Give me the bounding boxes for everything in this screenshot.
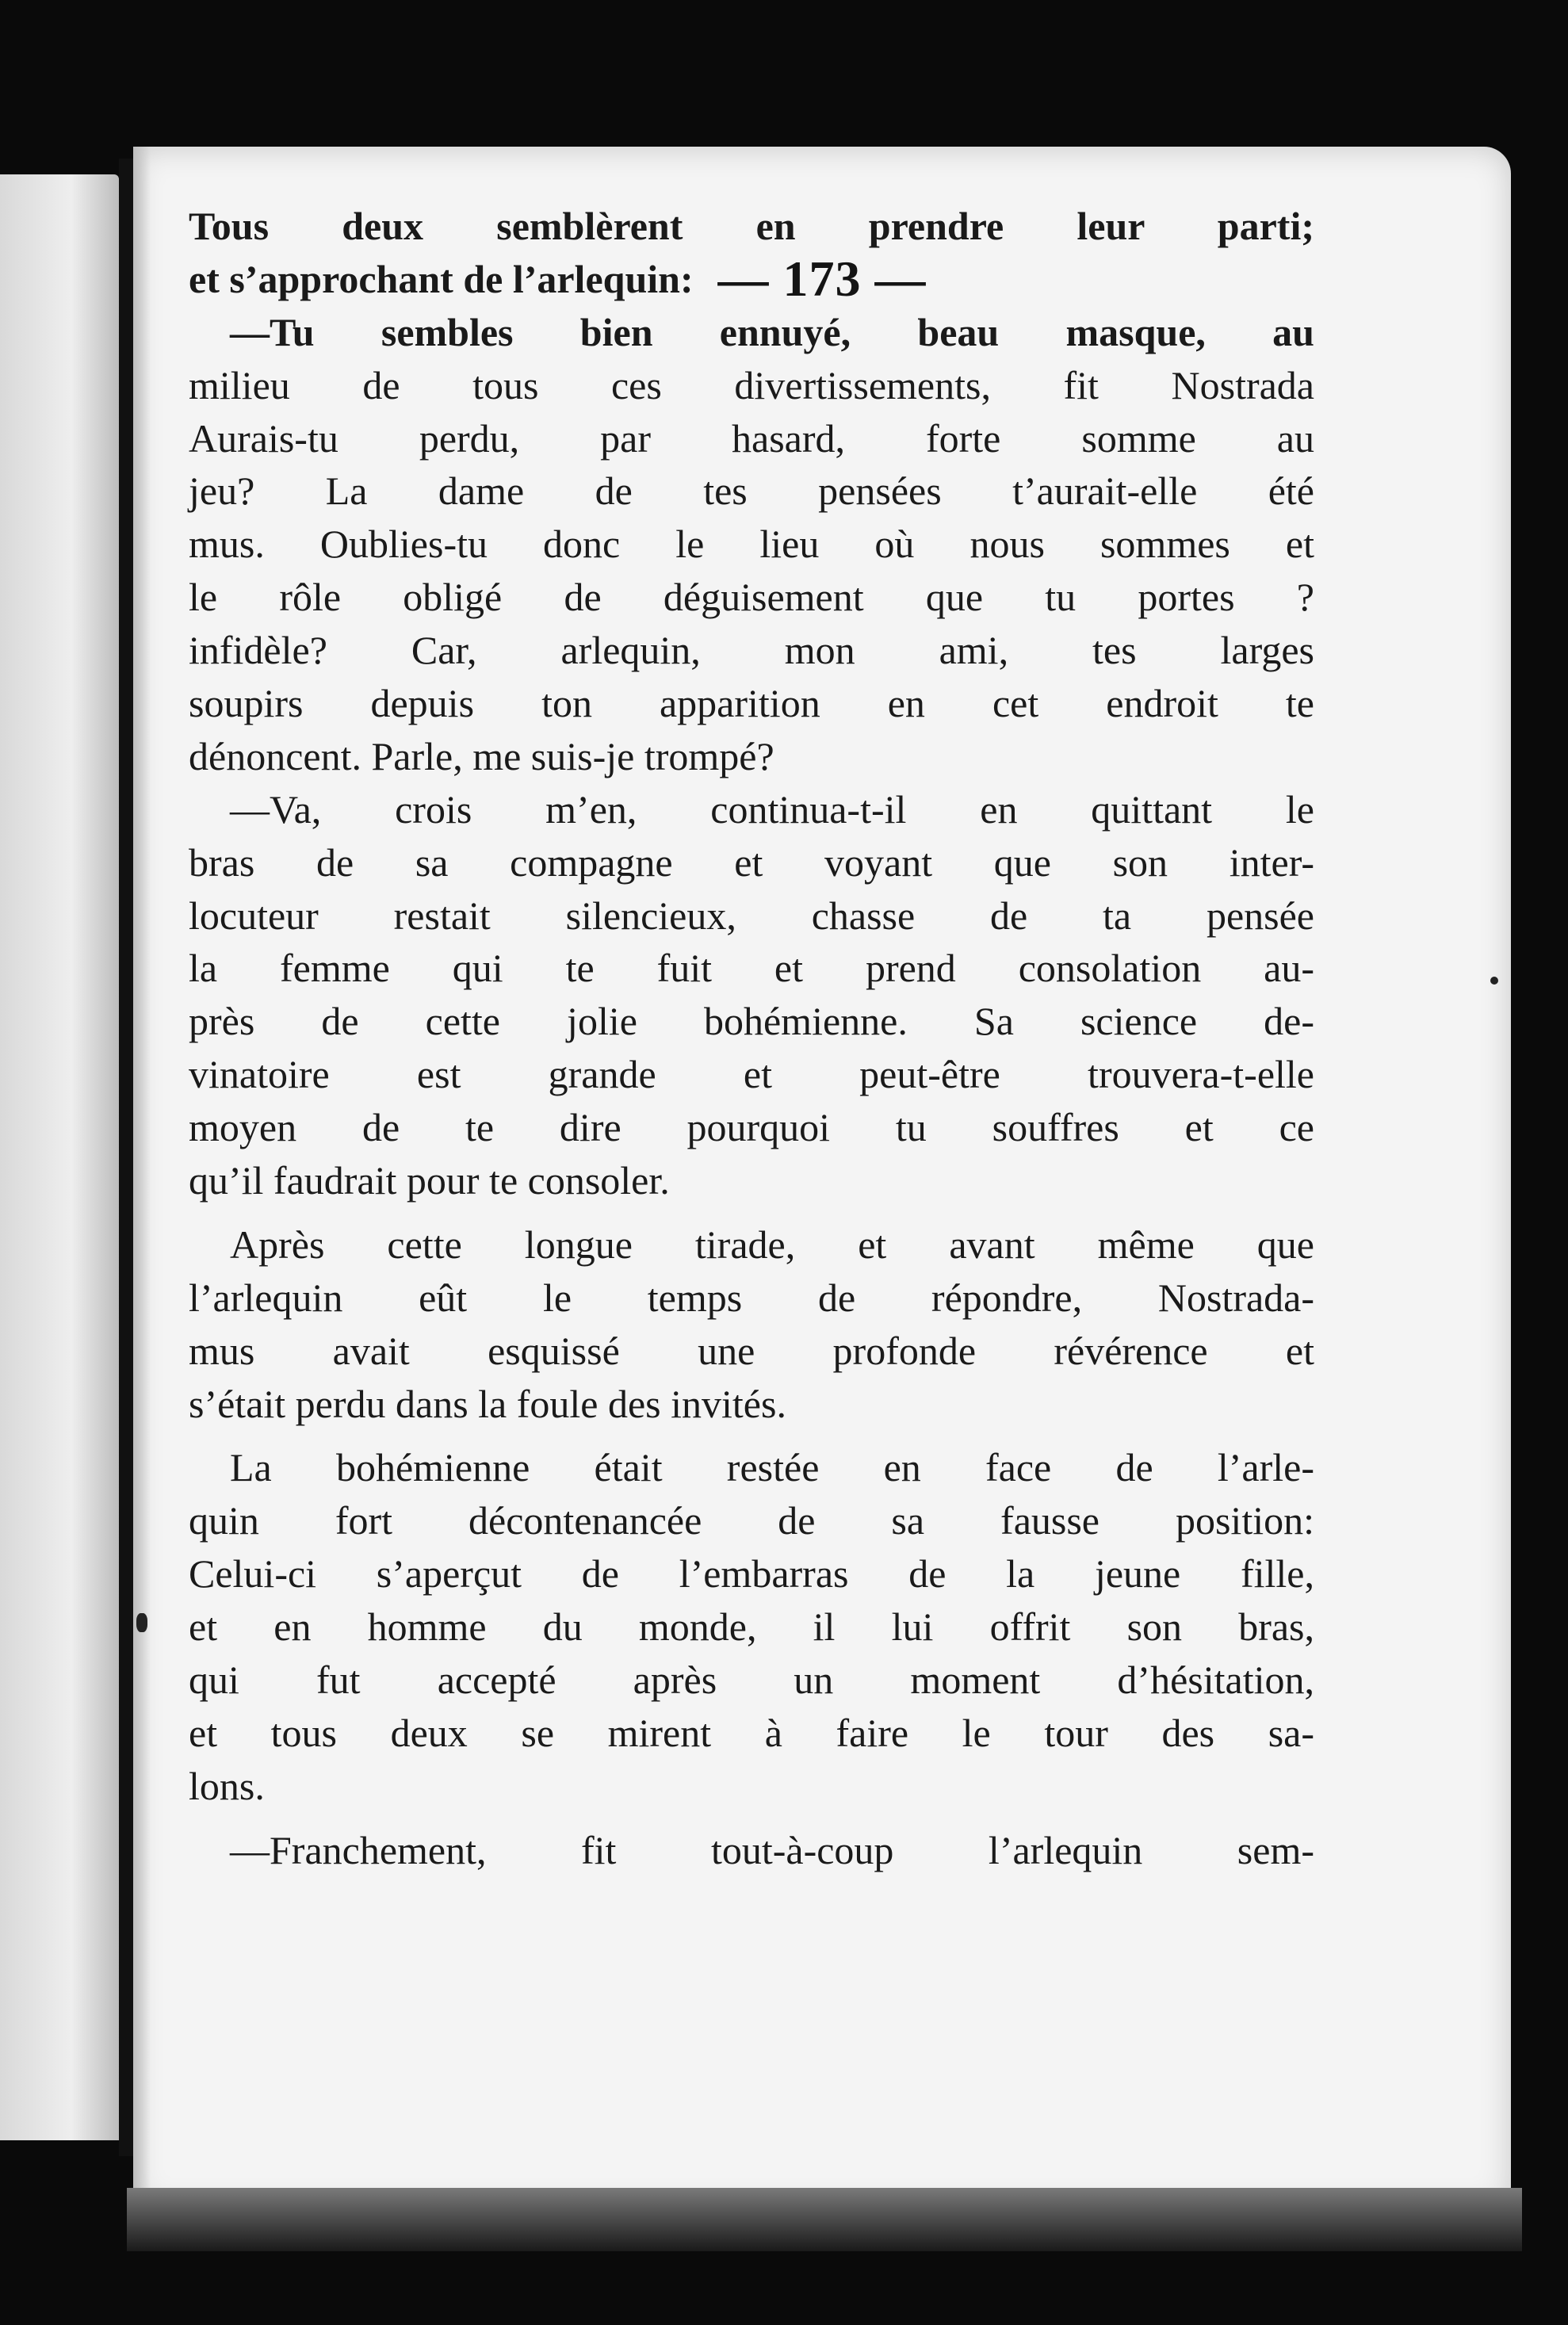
text-line: près de cette jolie bohémienne. Sa science de- [189,999,1314,1044]
text-line: s’était perdu dans la foule des invités. [189,1381,786,1426]
body-text [189,200,1314,1877]
text-line: et en homme du monde, il lui offrit son bras, [189,1604,1314,1650]
page-bottom-edge [127,2188,1522,2251]
paragraph-gap [189,1207,1314,1218]
text-line: quin fort décontenancée de sa fausse position: [189,1498,1314,1543]
scan-speck [136,1613,147,1632]
text-line: mus avait esquissé une profonde révérence et [189,1328,1314,1373]
text-line: Après cette longue tirade, et avant même que [230,1222,1314,1267]
text-line: l’arlequin eût le temps de répondre, Nostrada- [189,1275,1314,1320]
text-line: le rôle obligé de déguisement que tu portes ? [189,575,1314,620]
text-line: Tous deux semblèrent en prendre leur parti; [189,204,1314,248]
facing-page-edge [0,174,119,2140]
text-line: milieu de tous ces divertissements, fit Nostrada [189,362,1314,407]
paragraph-gap [189,1813,1314,1824]
text-line: —Va, crois m’en, continua-t-il en quittant le [230,786,1314,832]
text-line: la femme qui te fuit et prend consolation au- [189,946,1314,991]
text-line: soupirs depuis ton apparition en cet endroit te [189,681,1314,726]
text-line: qu’il faudrait pour te consoler. [189,1158,670,1203]
text-line: locuteur restait silencieux, chasse de ta pensée [189,893,1314,938]
paragraph-gap [189,1430,1314,1441]
text-line: et s’approchant de l’arlequin: [189,256,694,301]
text-line: Aurais-tu perdu, par hasard, forte somme au [189,415,1314,461]
text-line: La bohémienne était restée en face de l’arle- [230,1445,1314,1490]
text-line: mus. Oublies-tu donc le lieu où nous sommes et [189,522,1314,567]
text-line: vinatoire est grande et peut-être trouvera-t-elle [189,1052,1314,1097]
text-line: moyen de te dire pourquoi tu souffres et ce [189,1105,1314,1150]
text-line: dénoncent. Parle, me suis-je trompé? [189,733,774,778]
page-number: — 173 — [717,250,927,307]
text-line: bras de sa compagne et voyant que son inter- [189,839,1314,885]
scan-speck [1490,977,1498,985]
text-line: lons. [189,1763,265,1808]
text-line: qui fut accepté après un moment d’hésitation, [189,1658,1314,1703]
book-gutter [119,159,135,2156]
text-line: Celui-ci s’aperçut de l’embarras de la jeune fille, [189,1551,1314,1597]
text-line: jeu? La dame de tes pensées t’aurait-elle été [189,468,1314,514]
text-line: —Franchement, fit tout-à-coup l’arlequin sem- [230,1827,1314,1872]
text-line: et tous deux se mirent à faire le tour des sa- [189,1710,1314,1755]
text-line: —Tu sembles bien ennuyé, beau masque, au [230,309,1314,354]
text-line: infidèle? Car, arlequin, mon ami, tes larges [189,628,1314,673]
